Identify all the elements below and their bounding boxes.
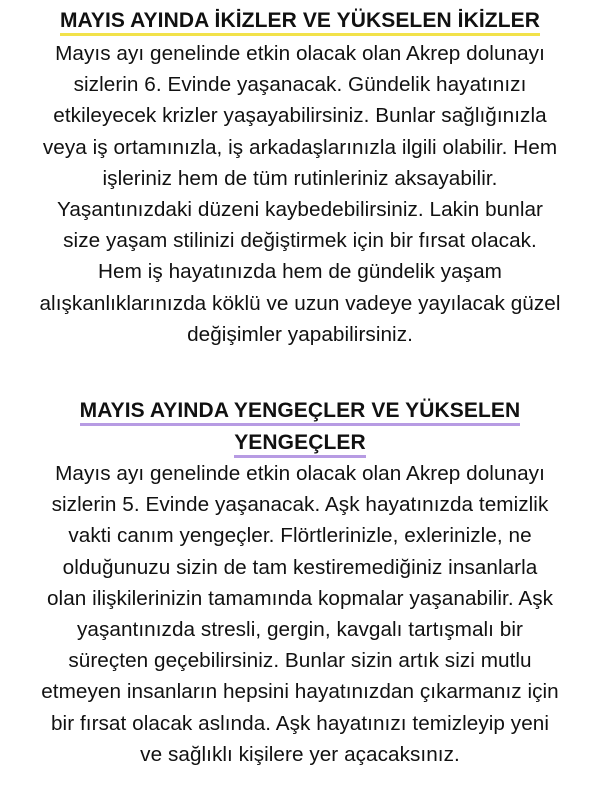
body-line: etmeyen insanların hepsini hayatınızdan çıkarmanız için <box>41 680 559 704</box>
body-line: olduğunuzu sizin de tam kestiremediğiniz insanlarla <box>62 555 538 579</box>
heading-yengecler-line1-wrap <box>0 396 600 426</box>
heading-yengecler-line2: YENGEÇLER <box>234 431 366 458</box>
body-line: etkileyecek krizler yaşayabilirsiniz. Bunlar sağlığınızla <box>53 104 547 128</box>
section-heading-ikizler <box>0 6 600 36</box>
body-line: işleriniz hem de tüm rutinleriniz aksayabilir. <box>102 166 498 190</box>
body-line: süreçten geçebilirsiniz. Bunlar sizin artık sizi mutlu <box>68 649 532 673</box>
body-line: değişimler yapabilirsiniz. <box>187 322 413 346</box>
body-line: yaşantınızda stresli, gergin, kavgalı tartışmalı bir <box>77 618 523 642</box>
body-line: veya iş ortamınızla, iş arkadaşlarınızla ilgili olabilir. Hem <box>42 135 558 159</box>
section-body-ikizler <box>0 38 600 350</box>
body-line: Hem iş hayatınızda hem de gündelik yaşam <box>98 260 502 284</box>
section-yengecler <box>0 396 600 770</box>
body-line: olan ilişkilerinizin tamamında kopmalar yaşanabilir. Aşk <box>46 586 554 610</box>
body-line: size yaşam stilinizi değiştirmek için bir fırsat olacak. <box>63 229 537 253</box>
section-heading-yengecler <box>0 396 600 458</box>
body-line: Yaşantınızdaki düzeni kaybedebilirsiniz. Lakin bunlar <box>57 198 543 222</box>
heading-yengecler-line2-wrap <box>0 428 600 458</box>
body-line: sizlerin 5. Evinde yaşanacak. Aşk hayatınızda temizlik <box>51 493 549 517</box>
heading-ikizler-text: MAYIS AYINDA İKİZLER VE YÜKSELEN İKİZLER <box>60 9 540 36</box>
body-line: Mayıs ayı genelinde etkin olacak olan Akrep dolunayı <box>55 42 545 65</box>
body-line: sizlerin 6. Evinde yaşanacak. Gündelik hayatınızı <box>73 73 527 97</box>
body-line: vakti canım yengeçler. Flörtlerinizle, exlerinizle, ne <box>68 524 532 548</box>
body-line: ve sağlıklı kişilere yer açacaksınız. <box>140 742 460 766</box>
body-line: bir fırsat olacak aslında. Aşk hayatınızı temizleyip yeni <box>50 711 550 735</box>
body-line: alışkanlıklarınızda köklü ve uzun vadeye yayılacak güzel <box>39 291 561 315</box>
section-body-yengecler <box>0 458 600 770</box>
heading-yengecler-line1: MAYIS AYINDA YENGEÇLER VE YÜKSELEN <box>80 399 521 426</box>
body-line: Mayıs ayı genelinde etkin olacak olan Akrep dolunayı <box>55 462 545 485</box>
section-ikizler <box>0 6 600 350</box>
